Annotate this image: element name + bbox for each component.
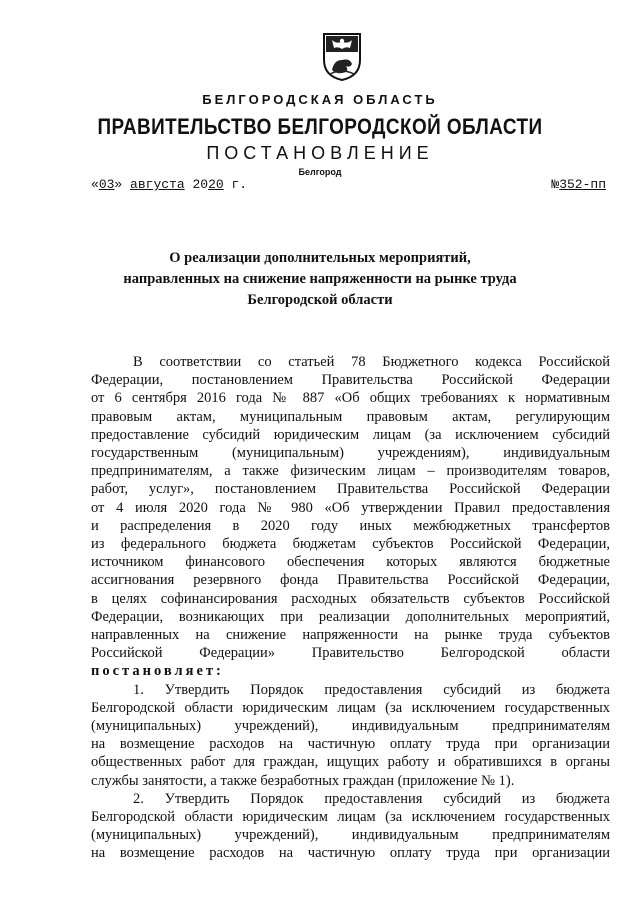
title-line-2: направленных на снижение напряженности на рынке труда [123,271,517,287]
title-line-1: О реализации дополнительных мероприятий, [169,250,471,266]
resolves-text: постановляет: [91,663,224,680]
item-2-line: Белгородской области юридическим лицам (за исключением государственных [91,809,610,826]
body-line: из федерального бюджета бюджетам субъектов Российской Федерации, [91,536,610,553]
item-1-line: Белгородской области юридическим лицам (за исключением государственных [91,699,610,716]
item-2-line: на возмещение расходов на частичную оплату труда при организации [91,845,610,862]
item-1-line: (муниципальных) учреждений), индивидуальным предпринимателям [91,718,610,735]
title-line-3: Белгородской области [247,292,393,308]
decree-body [91,353,610,863]
decree-title [0,248,640,311]
decree-number [551,177,606,192]
body-line: государственным (муниципальным) учреждениям), индивидуальным [91,445,610,462]
decree-date [91,177,247,192]
number-value: 352-пп [559,177,606,192]
date-close-quote: » [114,177,123,192]
date-open-quote: « [91,177,99,192]
item-1-line: общественных работ для граждан, ищущих работу и обратившихся в органы [91,754,610,771]
body-line: от 6 сентября 2016 года № 887 «Об общих требованиях к нормативным [91,390,610,407]
body-line: В соответствии со статьей 78 Бюджетного кодекса Российской [133,354,610,370]
body-line: предоставление субсидий юридическим лицам (за исключением субсидий [91,426,610,443]
body-line: ассигнования резервного фонда Правительства Российской Федерации, [91,572,610,589]
date-month: августа [130,177,185,192]
body-line: Федерации, постановлением Правительства Российской Федерации [91,372,610,389]
item-2-line: 2. Утвердить Порядок предоставления субсидий из бюджета [133,790,610,807]
body-line: Федерации, возникающих при реализации дополнительных мероприятий, [91,608,610,625]
body-line: направленных на снижение напряженности на рынке труда субъектов [91,627,610,644]
body-line: Российской Федерации» Правительство Белгородской области [91,645,610,662]
body-line: правовым актам, муниципальным правовым актам, регулирующим [91,408,610,425]
date-year-suffix: 20 [208,177,224,192]
body-line: работ, услуг», постановлением Правительства Российской Федерации [91,481,610,498]
government-name: ПРАВИТЕЛЬСТВО БЕЛГОРОДСКОЙ ОБЛАСТИ [97,114,543,139]
body-line: от 4 июля 2020 года № 980 «Об утверждении Правил предоставления [91,499,610,516]
date-day: 03 [98,177,115,192]
city-name: Белгород [298,167,342,177]
date-year-mark: г. [231,177,248,192]
belgorod-coat-of-arms-icon [320,30,364,82]
date-year-prefix: 20 [192,177,209,192]
region-name: БЕЛГОРОДСКАЯ ОБЛАСТЬ [202,92,438,107]
item-1-line: 1. Утвердить Порядок предоставления субсидий из бюджета [133,681,610,698]
body-line: источником финансового обеспечения которых являются бюджетные [91,554,610,571]
document-type: ПОСТАНОВЛЕНИЕ [206,143,434,163]
item-1-line: службы занятости, а также безработных граждан (приложение № 1). [91,772,515,789]
item-1-line: на возмещение расходов на частичную оплату труда при организации [91,736,610,753]
item-2-line: (муниципальных) учреждений), индивидуальным предпринимателям [91,827,610,844]
resolves-word [91,662,610,680]
number-prefix: № [551,177,560,192]
body-line: в целях софинансирования расходных обязательств субъектов Российской [91,590,610,607]
body-line: и распределения в 2020 году иных межбюджетных трансфертов [91,517,610,534]
body-line: предпринимателям, а также физическим лицам – производителям товаров, [91,463,610,480]
